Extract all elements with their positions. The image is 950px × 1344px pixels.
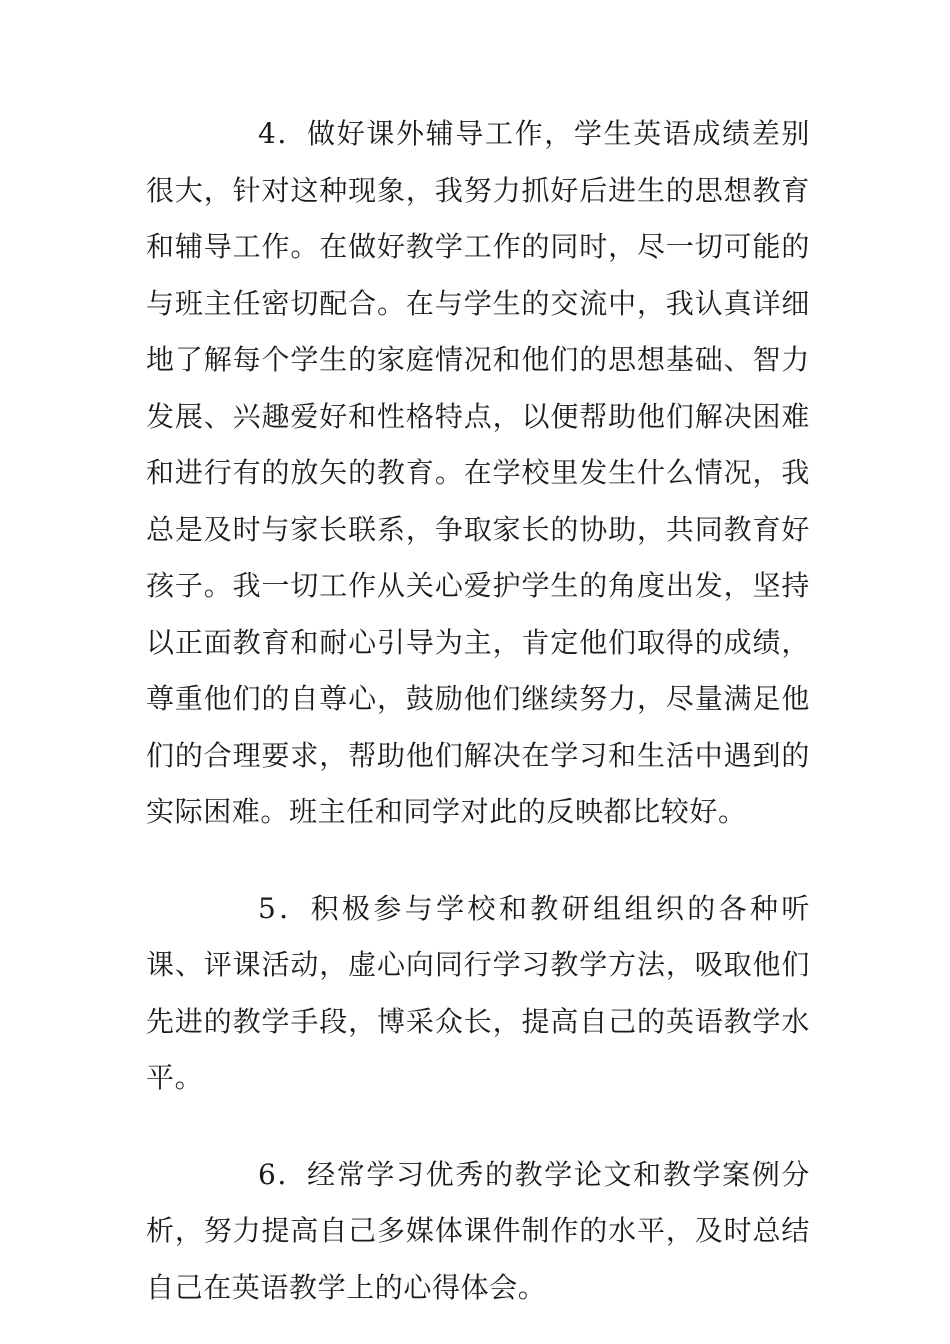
- paragraph-item-4: 4．做好课外辅导工作，学生英语成绩差别很大，针对这种现象，我努力抓好后进生的思想教育和辅导工作。在做好教学工作的同时，尽一切可能的与班主任密切配合。在与学生的交流中，我认真详细地了解每个学生的家庭情况和他们的思想基础、智力发展、兴趣爱好和性格特点，以便帮助他们解决困难和进行有的放矢的教育。在学校里发生什么情况，我总是及时与家长联系，争取家长的协助，共同教育好孩子。我一切工作从关心爱护学生的角度出发，坚持以正面教育和耐心引导为主，肯定他们取得的成绩，尊重他们的自尊心，鼓励他们继续努力，尽量满足他们的合理要求，帮助他们解决在学习和生活中遇到的实际困难。班主任和同学对此的反映都比较好。: [146, 117, 810, 828]
- document-body: [146, 106, 810, 1316]
- paragraph-item-5: 5．积极参与学校和教研组组织的各种听课、评课活动，虚心向同行学习教学方法，吸取他们先进的教学手段，博采众长，提高自己的英语教学水平。: [146, 891, 810, 1094]
- paragraph-item-6: 6．经常学习优秀的教学论文和教学案例分析，努力提高自己多媒体课件制作的水平，及时总结自己在英语教学上的心得体会。: [146, 1157, 810, 1304]
